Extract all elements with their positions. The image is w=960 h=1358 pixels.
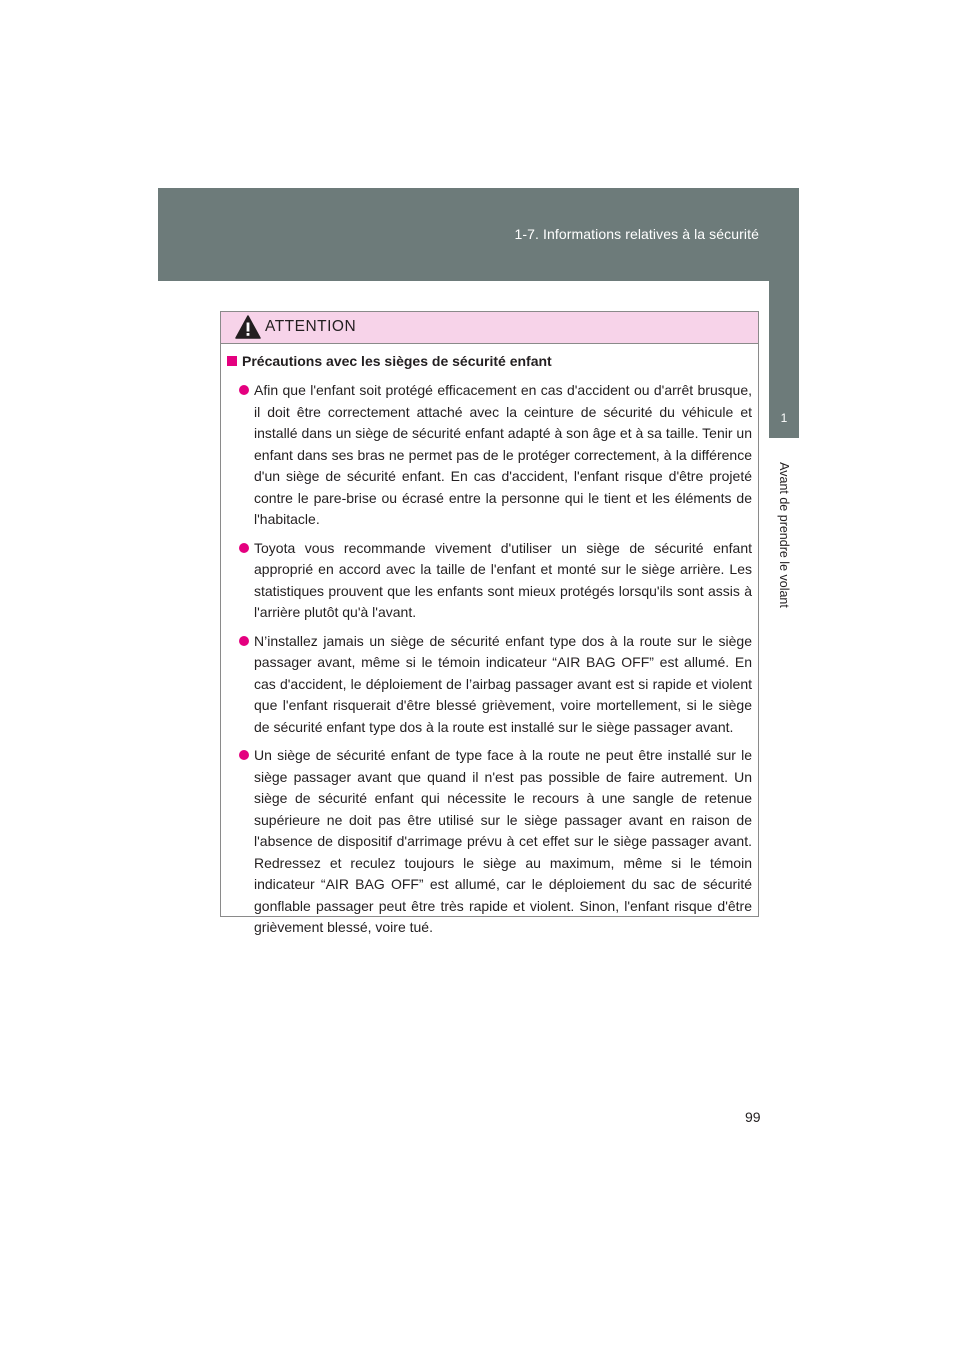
circle-bullet-icon xyxy=(239,750,249,760)
list-item-text: Afin que l'enfant soit protégé efficacement en cas d'accident ou d'arrêt brusque, il doit être correctement attaché avec la ceinture de sécurité du véhicule et installé dans un siège de sécurité enfant adapté à son âge et à sa taille. Tenir un enfant dans ses bras ne permet pas de le protéger correctement, à la différence d'un siège de sécurité enfant. En cas d'accident, l'enfant risque d'être projeté contre le pare-brise ou écrasé entre la personne qui le tient et les éléments de l'habitacle. xyxy=(254,382,752,527)
circle-bullet-icon xyxy=(239,543,249,553)
list-item xyxy=(221,380,758,531)
chapter-tab xyxy=(769,281,799,438)
warning-title: ATTENTION xyxy=(265,318,357,335)
list-item-text: Toyota vous recommande vivement d'utiliser un siège de sécurité enfant approprié en accord avec la taille de l'enfant et monté sur le siège arrière. Les statistiques prouvent que les enfants sont mieux protégés lorsqu'ils sont assis à l'arrière plutôt qu'à l'avant. xyxy=(254,539,752,620)
list-item xyxy=(221,538,758,624)
warning-header xyxy=(221,312,758,344)
list-item xyxy=(221,745,758,939)
warning-triangle-icon xyxy=(235,315,261,339)
warning-list xyxy=(221,380,758,946)
circle-bullet-icon xyxy=(239,636,249,646)
circle-bullet-icon xyxy=(239,385,249,395)
list-item xyxy=(221,631,758,739)
section-title: 1-7. Informations relatives à la sécurité xyxy=(514,226,759,242)
warning-section-text: Précautions avec les sièges de sécurité enfant xyxy=(242,353,552,369)
square-bullet-icon xyxy=(227,356,237,366)
list-item-text: N’installez jamais un siège de sécurité enfant type dos à la route sur le siège passager avant, même si le témoin indicateur “AIR BAG OFF” est allumé. En cas d'accident, le déploiement de l’airbag passager avant est si rapide et violent que l'enfant risquerait d'être blessé grièvement, voire mortellement, si le siège de sécurité enfant type dos à la route est installé sur le siège passager avant. xyxy=(254,632,752,735)
warning-section-heading xyxy=(227,353,552,369)
warning-box xyxy=(220,311,759,935)
list-item-text: Un siège de sécurité enfant de type face à la route ne peut être installé sur le siège passager avant que quand il n'est pas possible de faire autrement. Un siège de sécurité enfant qui nécessite le recours à une sangle de retenue supérieure ne doit pas être utilisé sur le siège passager avant en raison de l'absence de dispositif d'arrimage prévu à cet effet sur le siège passager avant. Redressez et reculez toujours le siège au maximum, même si le témoin indicateur “AIR BAG OFF” est allumé, car le déploiement du sac de sécurité gonflable passager peut être très rapide et violent. Sinon, l'enfant risque d'être grièvement blessé, voire tué. xyxy=(254,747,752,935)
page-number: 99 xyxy=(745,1109,761,1125)
chapter-header xyxy=(158,188,799,281)
chapter-number: 1 xyxy=(780,411,788,425)
chapter-label: Avant de prendre le volant xyxy=(777,462,791,608)
